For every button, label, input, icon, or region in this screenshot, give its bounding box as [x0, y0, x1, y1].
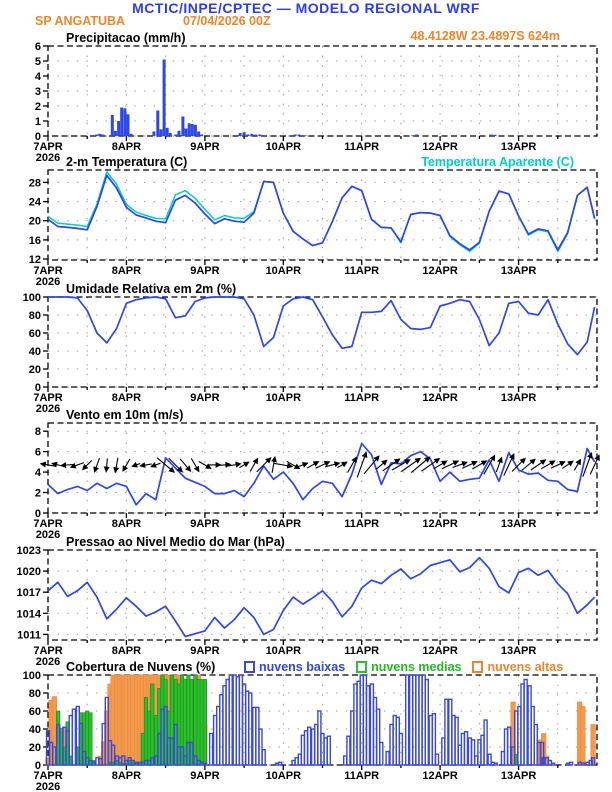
svg-text:12APR: 12APR	[422, 265, 458, 277]
svg-text:13APR: 13APR	[500, 645, 537, 657]
svg-text:1020: 1020	[16, 566, 41, 579]
panel-1-series-1-line	[48, 172, 595, 252]
svg-text:0: 0	[34, 382, 41, 394]
svg-text:0: 0	[34, 131, 41, 143]
svg-text:10APR: 10APR	[265, 141, 302, 153]
svg-text:2026: 2026	[35, 403, 61, 415]
panel-3-gridlines	[48, 423, 597, 513]
panel-title-precipitation: Precipitacao (mm/h)	[66, 31, 186, 45]
svg-text:1014: 1014	[16, 608, 41, 621]
panel-0-axis	[33, 41, 597, 164]
svg-text:40: 40	[28, 724, 41, 736]
svg-text:10APR: 10APR	[265, 518, 302, 530]
svg-text:7APR: 7APR	[33, 265, 63, 277]
svg-text:1: 1	[34, 116, 41, 128]
svg-text:11APR: 11APR	[344, 141, 380, 153]
svg-text:13APR: 13APR	[500, 518, 537, 530]
legend-swatch-low-clouds-icon	[244, 661, 255, 673]
svg-text:13APR: 13APR	[500, 141, 537, 153]
svg-text:80: 80	[28, 688, 41, 700]
svg-text:9APR: 9APR	[190, 518, 220, 530]
svg-text:12: 12	[28, 254, 41, 266]
svg-text:7APR: 7APR	[33, 770, 63, 782]
svg-text:20: 20	[28, 215, 41, 228]
legend-swatch-mid-clouds-icon	[356, 661, 367, 673]
svg-text:0: 0	[34, 508, 41, 520]
svg-text:3: 3	[34, 86, 41, 98]
svg-text:2026: 2026	[35, 656, 61, 668]
svg-text:12APR: 12APR	[422, 518, 458, 530]
svg-text:2026: 2026	[35, 781, 61, 792]
svg-text:0: 0	[34, 760, 41, 772]
svg-text:13APR: 13APR	[500, 392, 537, 404]
svg-text:13APR: 13APR	[500, 770, 537, 782]
svg-text:1023: 1023	[16, 545, 41, 557]
svg-text:100: 100	[22, 670, 41, 682]
panel-2-gridlines	[48, 297, 597, 387]
legend-label-low-clouds: nuvens baixas	[259, 660, 346, 674]
panel-4-axis	[17, 545, 597, 668]
svg-text:7APR: 7APR	[33, 518, 63, 530]
svg-text:11APR: 11APR	[344, 518, 380, 530]
panel-title-apparent-temperature: Temperatura Aparente (C)	[421, 155, 574, 169]
panel-1-axis	[29, 170, 597, 288]
svg-text:40: 40	[28, 346, 41, 358]
svg-text:8APR: 8APR	[111, 645, 142, 657]
svg-text:6: 6	[34, 41, 41, 53]
panel-3-axis	[33, 423, 597, 541]
svg-text:20: 20	[28, 742, 41, 754]
svg-text:2026: 2026	[35, 276, 61, 288]
svg-text:60: 60	[28, 328, 41, 340]
station-coordinates: 48.4128W 23.4897S 624m	[410, 29, 560, 43]
svg-text:8: 8	[34, 426, 41, 439]
svg-text:4: 4	[34, 71, 41, 83]
run-datetime: 07/04/2026 00Z	[183, 14, 271, 28]
svg-text:8APR: 8APR	[111, 265, 142, 277]
svg-text:7APR: 7APR	[33, 141, 63, 153]
panel-title-cloud-cover: Cobertura de Nuvens (%)	[66, 660, 216, 674]
legend-item-mid-clouds	[356, 660, 461, 674]
svg-text:8APR: 8APR	[111, 141, 142, 153]
svg-text:9APR: 9APR	[190, 645, 220, 657]
svg-text:24: 24	[28, 196, 41, 209]
legend-label-mid-clouds: nuvens medias	[371, 660, 462, 674]
svg-text:8APR: 8APR	[111, 392, 142, 404]
page-title: MCTIC/INPE/CPTEC — MODELO REGIONAL WRF	[132, 0, 480, 16]
svg-text:13APR: 13APR	[500, 265, 537, 277]
legend-item-low-clouds	[244, 660, 345, 674]
svg-text:16: 16	[28, 234, 41, 247]
panel-4-gridlines	[48, 550, 597, 640]
svg-text:11APR: 11APR	[344, 265, 380, 277]
panel-title-temperature: 2-m Temperatura (C)	[66, 155, 188, 169]
svg-text:12APR: 12APR	[422, 392, 458, 404]
svg-text:7APR: 7APR	[33, 392, 63, 404]
svg-text:10APR: 10APR	[265, 645, 302, 657]
panel-0-gridlines	[48, 46, 597, 136]
svg-text:2026: 2026	[35, 152, 61, 164]
cloud-legend	[244, 660, 563, 674]
precipitation-bars	[95, 60, 496, 137]
svg-text:2: 2	[34, 487, 41, 500]
legend-label-high-clouds: nuvens altas	[487, 660, 564, 674]
svg-text:8APR: 8APR	[111, 770, 142, 782]
legend-swatch-high-clouds-icon	[472, 661, 483, 673]
svg-text:2: 2	[34, 101, 41, 113]
svg-text:11APR: 11APR	[344, 392, 380, 404]
svg-text:2026: 2026	[35, 529, 61, 541]
panel-2-series-0-line	[48, 297, 595, 355]
svg-text:6: 6	[34, 446, 41, 459]
svg-text:20: 20	[28, 364, 41, 376]
svg-text:28: 28	[28, 177, 41, 190]
panel-4-series-0-line	[48, 558, 595, 637]
panel-2-axis	[23, 292, 597, 415]
svg-text:11APR: 11APR	[344, 770, 380, 782]
svg-text:12APR: 12APR	[422, 141, 458, 153]
svg-text:12APR: 12APR	[422, 770, 458, 782]
panel-3-series-0-line	[48, 444, 595, 505]
svg-text:9APR: 9APR	[190, 265, 220, 277]
svg-text:1017: 1017	[16, 587, 41, 600]
svg-text:10APR: 10APR	[265, 770, 302, 782]
panel-title-pressure: Pressao ao Nivel Medio do Mar (hPa)	[66, 535, 285, 549]
svg-text:10APR: 10APR	[265, 392, 302, 404]
svg-text:9APR: 9APR	[190, 141, 220, 153]
panel-title-humidity: Umidade Relativa em 2m (%)	[66, 282, 237, 296]
station-name: SP ANGATUBA	[35, 14, 126, 28]
legend-item-high-clouds	[472, 660, 563, 674]
svg-text:9APR: 9APR	[190, 770, 220, 782]
panel-1-gridlines	[48, 170, 597, 260]
svg-text:100: 100	[22, 292, 41, 304]
panel-title-wind: Vento em 10m (m/s)	[66, 408, 184, 422]
svg-text:7APR: 7APR	[33, 645, 63, 657]
svg-text:5: 5	[34, 56, 41, 68]
svg-text:12APR: 12APR	[422, 645, 458, 657]
svg-text:60: 60	[28, 706, 41, 718]
svg-text:9APR: 9APR	[190, 392, 220, 404]
panel-1-series-0-line	[48, 175, 595, 250]
svg-text:80: 80	[28, 310, 41, 322]
svg-text:4: 4	[34, 467, 41, 480]
svg-text:11APR: 11APR	[344, 645, 380, 657]
svg-text:10APR: 10APR	[265, 265, 302, 277]
svg-text:1011: 1011	[17, 629, 41, 642]
svg-text:8APR: 8APR	[111, 518, 142, 530]
